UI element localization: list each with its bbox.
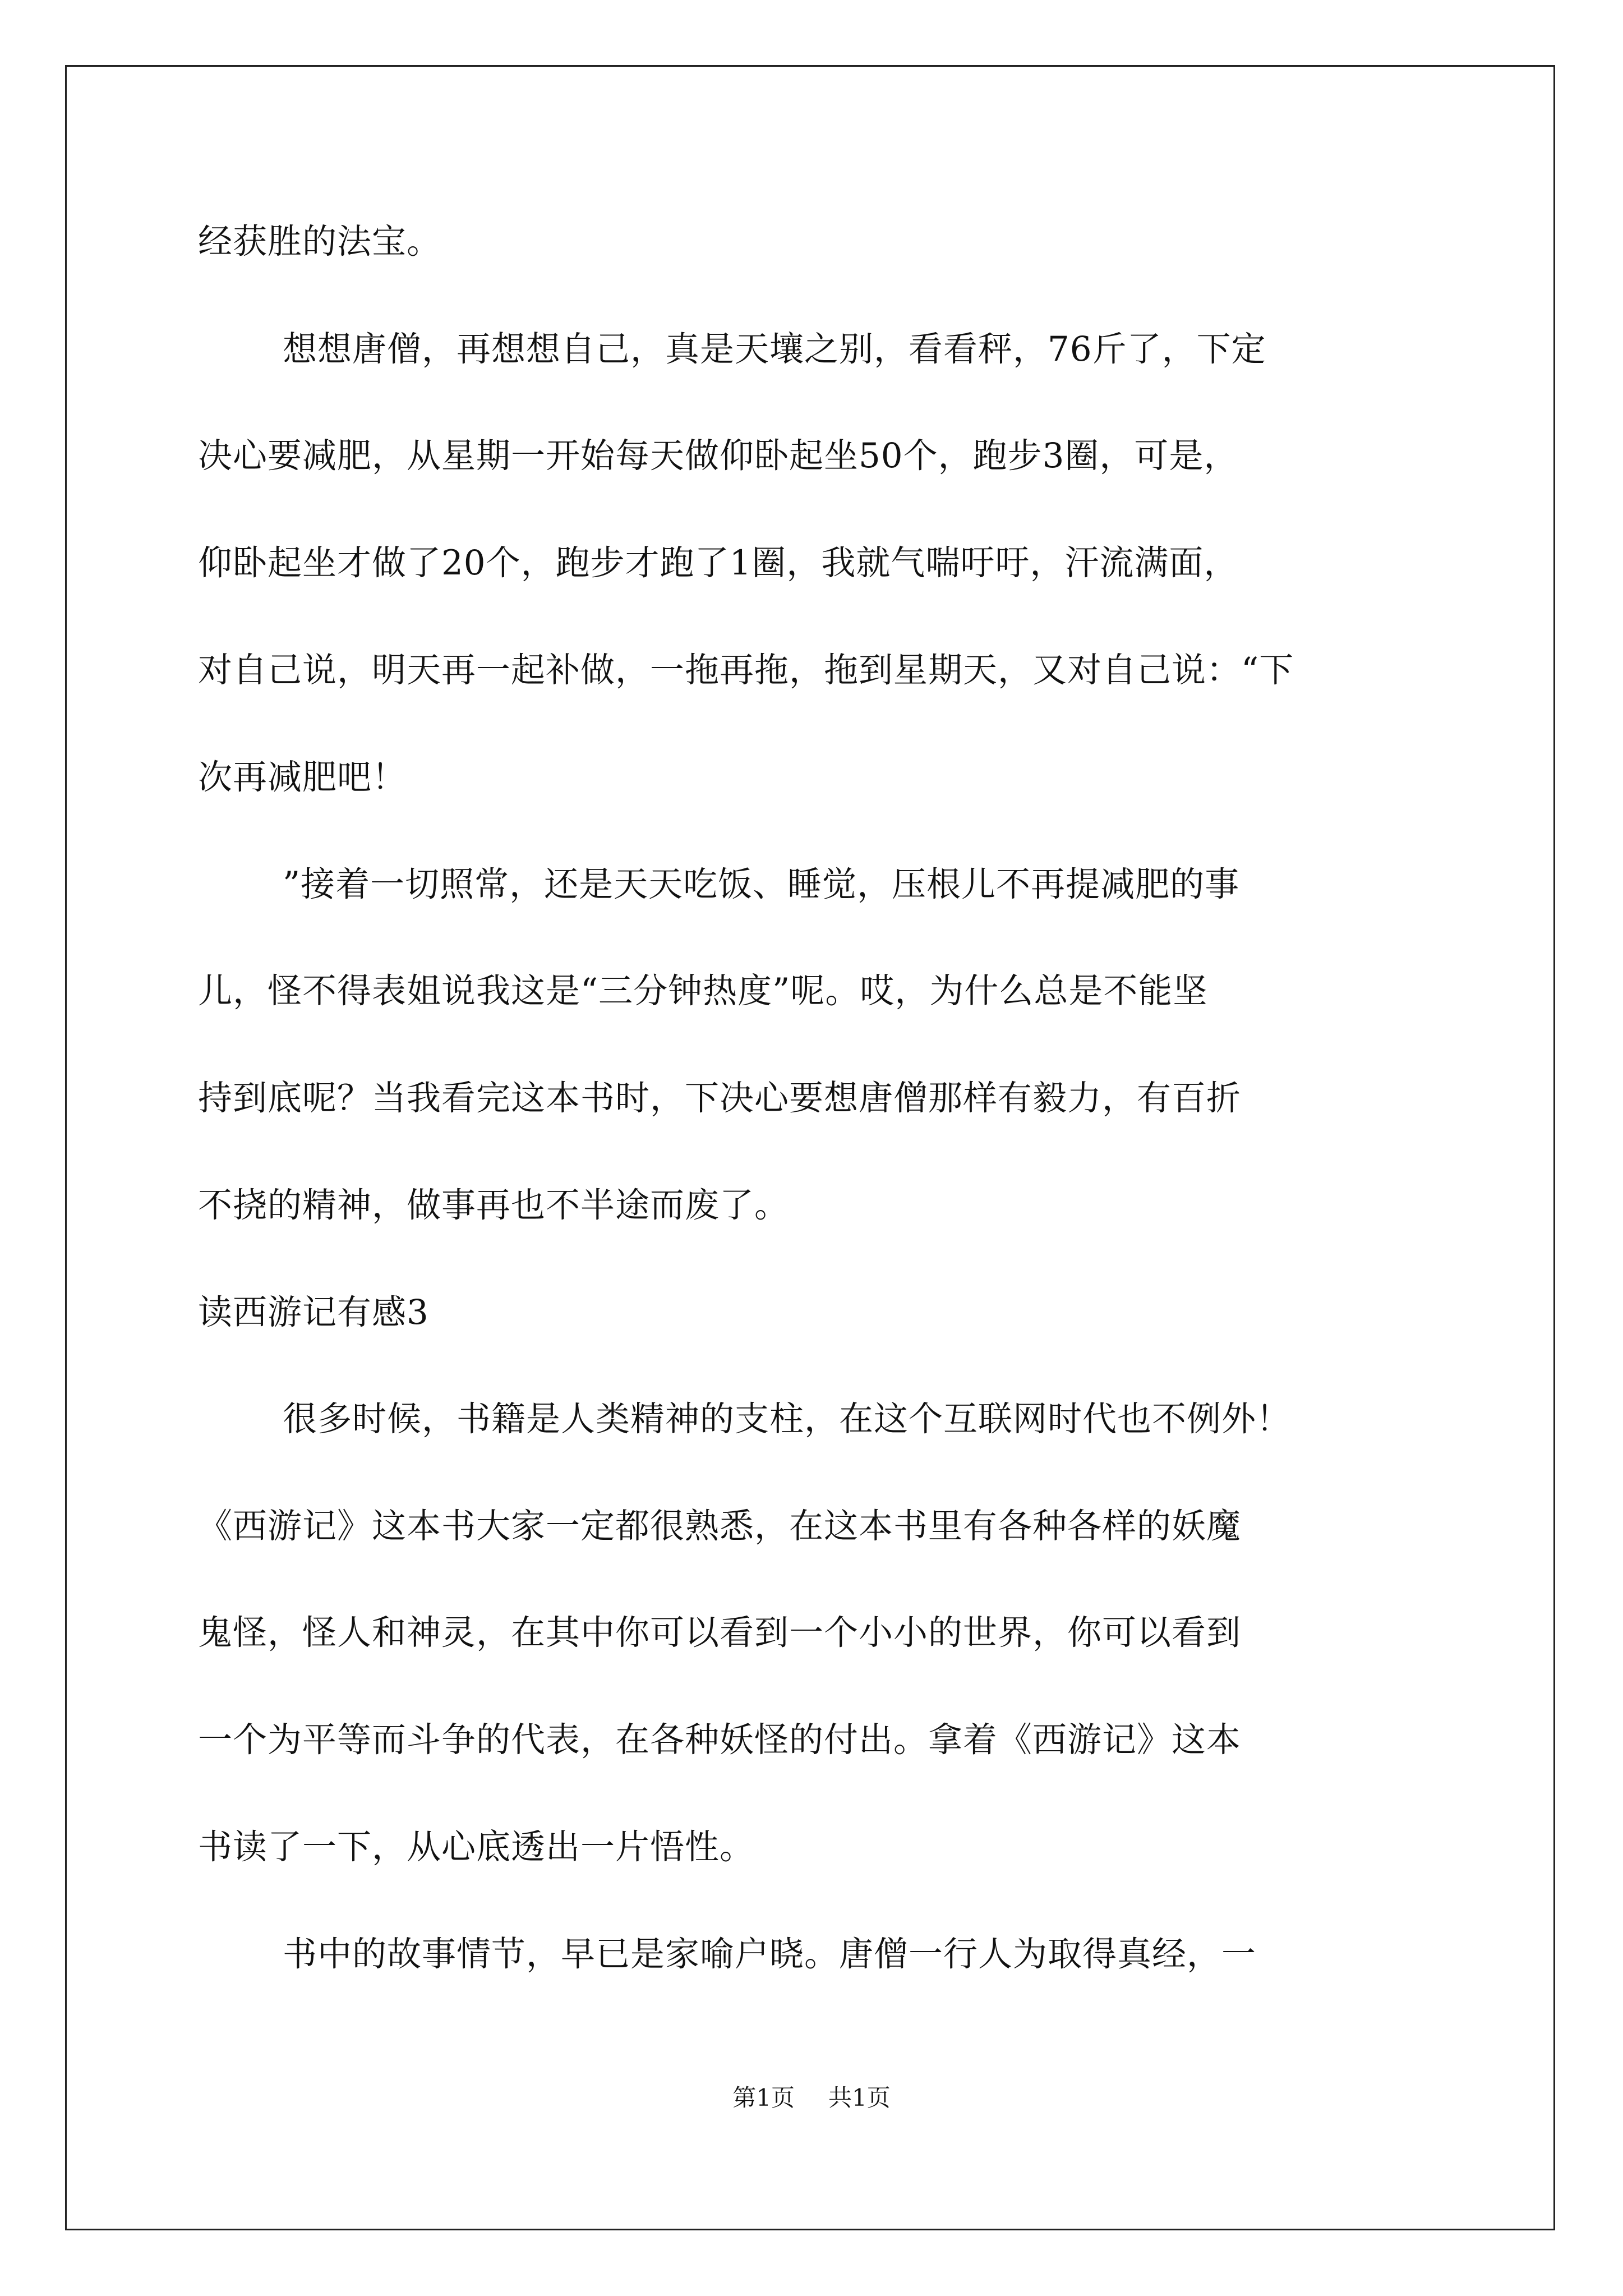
text-line: 经获胜的法宝。 (198, 222, 442, 261)
text-line: 一个为平等而斗争的代表，在各种妖怪的付出。拿着《西游记》这本 (198, 1720, 1242, 1760)
text-line: ”接着一切照常，还是天天吃饭、睡觉，压根儿不再提减肥的事 (283, 864, 1240, 904)
text-line: 鬼怪，怪人和神灵，在其中你可以看到一个小小的世界，你可以看到 (198, 1613, 1242, 1653)
text-line: 儿，怪不得表姐说我这是“三分钟热度”呢。哎，为什么总是不能坚 (198, 971, 1208, 1011)
text-line: 《西游记》这本书大家一定都很熟悉，在这本书里有各种各样的妖魔 (198, 1506, 1242, 1546)
text-line: 决心要减肥，从星期一开始每天做仰卧起坐50个，跑步3圈，可是， (198, 436, 1239, 476)
text-line: 次再减肥吧！ (198, 757, 407, 797)
text-line: 想想唐僧，再想想自己，真是天壤之别，看看秤，76斤了，下定 (283, 329, 1266, 369)
page-total: 共1页 (828, 2084, 891, 2111)
text-line: 对自己说，明天再一起补做，一拖再拖，拖到星期天，又对自己说：“下 (198, 650, 1294, 690)
page-footer (0, 2081, 1623, 2115)
page-border (65, 65, 1555, 2230)
text-line: 仰卧起坐才做了20个，跑步才跑了1圈，我就气喘吁吁，汗流满面， (198, 543, 1239, 583)
section-heading: 读西游记有感3 (198, 1292, 429, 1332)
text-line: 书读了一下，从心底透出一片悟性。 (198, 1827, 755, 1867)
text-line: 持到底呢？当我看完这本书时，下决心要想唐僧那样有毅力，有百折 (198, 1078, 1242, 1118)
text-line: 很多时候，书籍是人类精神的支柱，在这个互联网时代也不例外！ (283, 1399, 1292, 1439)
page-number: 第1页 (732, 2084, 795, 2111)
text-line: 书中的故事情节，早已是家喻户晓。唐僧一行人为取得真经，一 (283, 1934, 1257, 1974)
text-line: 不挠的精神，做事再也不半途而废了。 (198, 1185, 790, 1225)
